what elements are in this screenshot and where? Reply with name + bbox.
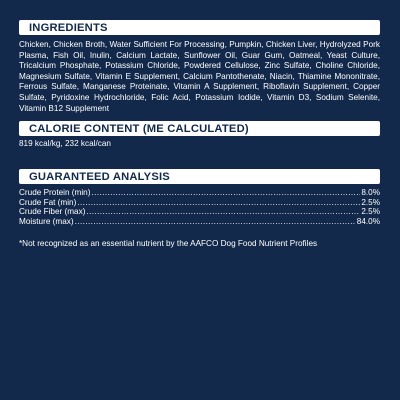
dot-leader [75,217,356,227]
ingredients-heading: INGREDIENTS [29,21,108,34]
ingredients-text: Chicken, Chicken Broth, Water Sufficient For Processing, Pumpkin, Chicken Liver, Hydrolyzed Pork Plasma, Fish Oil, Inulin, Calcium Lactate, Sunflower Oil, Guar Gum, Oatmeal, Yeast Culture, Tricalcium Phosphate, Potassium Chloride, Powdered Cellulose, Zinc Sulfate, Choline Chloride, Magnesium Sulfate, Vitamin E Supplement, Calcium Pantothenate, Niacin, Thiamine Mononitrate, Ferrous Sulfate, Manganese Proteinate, Vitamin A Supplement, Riboflavin Supplement, Copper Sulfate, Pyridoxine Hydrochloride, Folic Acid, Potassium Iodide, Vitamin D3, Sodium Selenite, Vitamin B12 Supplement [19,40,380,113]
analysis-value: 84.0% [356,216,380,226]
dot-leader [86,207,360,217]
analysis-value: 2.5% [361,207,380,216]
analysis-row [19,217,380,227]
analysis-label: Crude Protein (min) [19,188,91,197]
guaranteed-analysis-heading: GUARANTEED ANALYSIS [29,170,170,183]
calorie-heading: CALORIE CONTENT (ME CALCULATED) [29,122,249,135]
aafco-footnote: *Not recognized as an essential nutrient by the AAFCO Dog Food Nutrient Profiles [19,239,318,248]
analysis-row [19,188,380,198]
analysis-label: Moisture (max) [19,216,74,226]
ingredients-header [19,20,380,35]
guaranteed-analysis-table [19,188,380,226]
dot-leader [77,198,360,208]
analysis-value: 8.0% [361,188,380,197]
analysis-row [19,207,380,217]
guaranteed-analysis-header [19,169,380,184]
analysis-row [19,198,380,208]
analysis-value: 2.5% [361,197,380,207]
calorie-header [19,121,380,136]
analysis-label: Crude Fiber (max) [19,207,86,216]
calorie-content-text: 819 kcal/kg, 232 kcal/can [19,139,111,148]
dot-leader [91,188,360,198]
analysis-label: Crude Fat (min) [19,197,77,207]
